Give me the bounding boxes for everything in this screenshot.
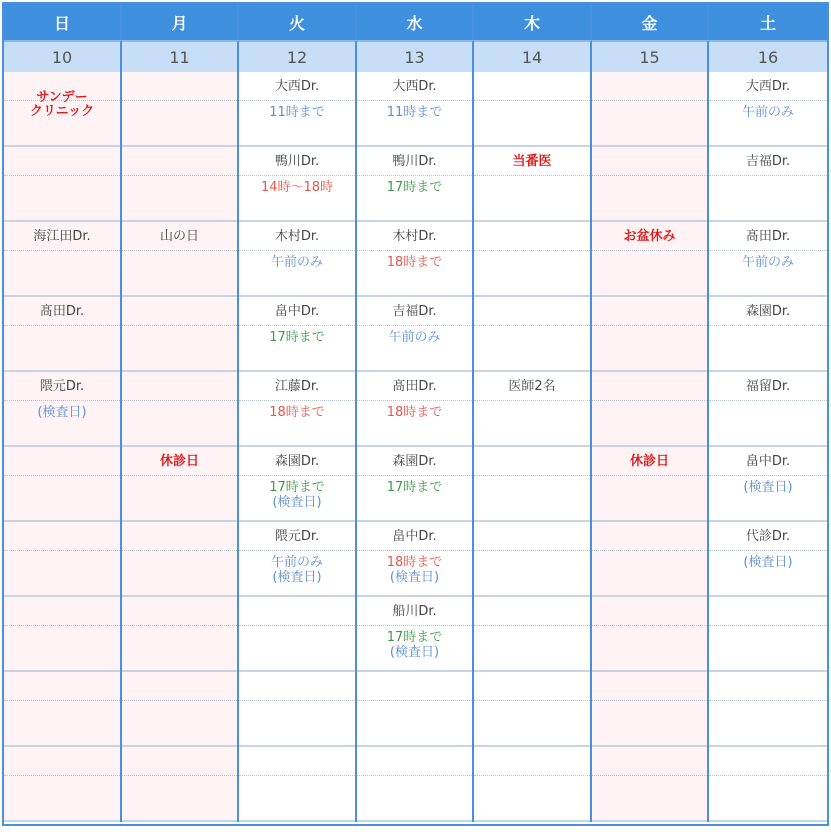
slot-note: [4, 405, 120, 420]
schedule-slot: [357, 597, 472, 672]
slot-content: [239, 522, 355, 585]
status-label: 当番医: [512, 154, 552, 169]
slot-content: [4, 72, 120, 119]
slot-content: [239, 747, 355, 754]
schedule-slot: [709, 222, 827, 297]
schedule-slot: [239, 522, 355, 597]
slot-content: [122, 222, 237, 244]
slot-note: [239, 480, 355, 510]
hours-note: 17時まで: [386, 480, 443, 495]
weekday-thu: 木: [474, 4, 592, 40]
slot-content: [4, 597, 120, 604]
schedule-slot: [709, 522, 827, 597]
schedule-slot: [357, 447, 472, 522]
slot-content: [474, 222, 590, 229]
slot-content: [474, 672, 590, 679]
hours-note: 17時まで: [269, 330, 325, 345]
slot-content: [122, 672, 237, 679]
slot-note: [239, 180, 355, 195]
doctor-name: 髙田Dr.: [392, 379, 437, 394]
slot-note: [357, 630, 472, 660]
schedule-slot: [357, 297, 472, 372]
slot-note: [357, 405, 472, 420]
slot-content: [4, 297, 120, 319]
hours-note: 17時まで: [386, 180, 443, 195]
schedule-slot: [592, 222, 707, 297]
column-fri: [592, 72, 709, 822]
schedule-body: [4, 72, 827, 822]
slot-content: [357, 72, 472, 120]
doctor-name: 海江田Dr.: [33, 229, 91, 244]
schedule-slot: [239, 597, 355, 672]
schedule-slot: [474, 372, 590, 447]
schedule-slot: [474, 447, 590, 522]
hours-note: 18時まで: [386, 405, 443, 420]
slot-content: [592, 447, 707, 469]
date-fri: 15: [592, 40, 709, 72]
slot-note: [357, 480, 472, 495]
doctor-name: 医師2名: [508, 379, 556, 394]
schedule-slot: [4, 222, 120, 297]
column-sun: [4, 72, 122, 822]
slot-content: [239, 447, 355, 510]
doctor-name: 森園Dr.: [745, 304, 791, 319]
date-mon: 11: [122, 40, 239, 72]
hours-note: 18時まで: [269, 405, 325, 420]
slot-content: [592, 222, 707, 244]
schedule-slot: [122, 147, 237, 222]
weekday-sun: 日: [4, 4, 122, 40]
schedule-slot: [474, 147, 590, 222]
doctor-name: 森園Dr.: [392, 454, 437, 469]
schedule-slot: [239, 372, 355, 447]
schedule-slot: [357, 72, 472, 147]
schedule-slot: [474, 672, 590, 747]
slot-content: [592, 147, 707, 154]
slot-content: [709, 147, 827, 169]
schedule-slot: [474, 222, 590, 297]
slot-content: [357, 447, 472, 495]
special-label: サンデー: [36, 90, 88, 105]
schedule-slot: [474, 747, 590, 822]
slot-content: [4, 222, 120, 244]
slot-content: [239, 372, 355, 420]
schedule-slot: [4, 672, 120, 747]
slot-note: [709, 255, 827, 270]
slot-content: [122, 147, 237, 154]
schedule-slot: [122, 747, 237, 822]
status-label: 休診日: [629, 454, 669, 469]
slot-content: [474, 297, 590, 304]
schedule-slot: [4, 72, 120, 147]
hours-note: (検査日): [272, 570, 322, 585]
slot-note: [239, 105, 355, 120]
schedule-slot: [122, 597, 237, 672]
slot-content: [357, 297, 472, 345]
schedule-slot: [709, 447, 827, 522]
slot-content: [357, 372, 472, 420]
schedule-slot: [357, 372, 472, 447]
schedule-slot: [4, 597, 120, 672]
slot-content: [709, 297, 827, 319]
doctor-name: 森園Dr.: [274, 454, 320, 469]
schedule-slot: [709, 147, 827, 222]
schedule-slot: [122, 72, 237, 147]
schedule-slot: [4, 522, 120, 597]
schedule-slot: [239, 222, 355, 297]
slot-note: [357, 555, 472, 585]
slot-content: [709, 72, 827, 120]
doctor-name: 髙田Dr.: [745, 229, 791, 244]
schedule-slot: [592, 372, 707, 447]
column-sat: [709, 72, 827, 822]
slot-content: [709, 597, 827, 604]
doctor-name: 隈元Dr.: [274, 529, 320, 544]
schedule-calendar: [2, 2, 829, 826]
slot-content: [474, 747, 590, 754]
doctor-name: 吉福Dr.: [745, 154, 791, 169]
slot-content: [592, 72, 707, 79]
date-sun: 10: [4, 40, 122, 72]
schedule-slot: [122, 672, 237, 747]
hours-note: 18時まで: [386, 255, 443, 270]
schedule-slot: [122, 297, 237, 372]
schedule-slot: [122, 222, 237, 297]
weekday-fri: 金: [592, 4, 709, 40]
slot-content: [474, 597, 590, 604]
schedule-slot: [4, 147, 120, 222]
hours-note: 11時まで: [269, 105, 325, 120]
slot-content: [357, 147, 472, 195]
slot-content: [709, 447, 827, 495]
slot-content: [4, 747, 120, 754]
hours-note: (検査日): [389, 645, 440, 660]
status-label: お盆休み: [623, 229, 676, 244]
slot-content: [239, 147, 355, 195]
slot-content: [4, 372, 120, 420]
schedule-slot: [122, 372, 237, 447]
slot-content: [709, 747, 827, 754]
hours-note: (検査日): [743, 555, 793, 570]
slot-content: [709, 222, 827, 270]
doctor-name: 代診Dr.: [745, 529, 791, 544]
slot-note: [357, 180, 472, 195]
hours-note: 17時まで: [386, 630, 443, 645]
slot-content: [474, 72, 590, 79]
slot-content: [122, 447, 237, 469]
hours-note: 午前のみ: [741, 255, 794, 270]
slot-content: [4, 672, 120, 679]
schedule-slot: [592, 597, 707, 672]
slot-content: [474, 372, 590, 394]
slot-content: [4, 522, 120, 529]
slot-content: [592, 597, 707, 604]
schedule-slot: [709, 372, 827, 447]
slot-content: [592, 747, 707, 754]
schedule-slot: [592, 147, 707, 222]
date-sat: 16: [709, 40, 827, 72]
doctor-name: 江藤Dr.: [274, 379, 320, 394]
schedule-slot: [592, 522, 707, 597]
schedule-slot: [592, 672, 707, 747]
hours-note: (検査日): [272, 495, 322, 510]
slot-content: [592, 297, 707, 304]
slot-content: [357, 597, 472, 660]
schedule-slot: [239, 297, 355, 372]
doctor-name: 鴨川Dr.: [392, 154, 437, 169]
slot-content: [122, 597, 237, 604]
schedule-slot: [239, 147, 355, 222]
slot-note: [239, 555, 355, 585]
slot-content: [474, 147, 590, 169]
slot-note: [709, 105, 827, 120]
slot-note: [239, 405, 355, 420]
slot-content: [4, 447, 120, 454]
hours-note: 午前のみ: [741, 105, 794, 120]
doctor-name: 船川Dr.: [392, 604, 437, 619]
slot-note: [709, 480, 827, 495]
schedule-slot: [239, 72, 355, 147]
schedule-slot: [357, 222, 472, 297]
schedule-slot: [709, 72, 827, 147]
slot-note: [357, 255, 472, 270]
slot-content: [357, 222, 472, 270]
schedule-slot: [474, 522, 590, 597]
slot-note: [239, 255, 355, 270]
doctor-name: 畠中Dr.: [392, 529, 437, 544]
hours-note: (検査日): [743, 480, 793, 495]
doctor-name: 大西Dr.: [392, 79, 437, 94]
weekday-tue: 火: [239, 4, 357, 40]
schedule-slot: [709, 672, 827, 747]
weekday-mon: 月: [122, 4, 239, 40]
special-label: クリニック: [29, 104, 95, 119]
slot-content: [239, 72, 355, 120]
schedule-slot: [4, 372, 120, 447]
slot-content: [474, 522, 590, 529]
slot-content: [357, 747, 472, 754]
weekday-wed: 水: [357, 4, 474, 40]
status-label: 休診日: [159, 454, 199, 469]
hours-note: (検査日): [389, 570, 440, 585]
hours-note: 午前のみ: [270, 255, 323, 270]
hours-note: 11時まで: [386, 105, 443, 120]
slot-note: [709, 555, 827, 570]
schedule-slot: [122, 447, 237, 522]
doctor-name: 木村Dr.: [392, 229, 437, 244]
date-thu: 14: [474, 40, 592, 72]
schedule-slot: [239, 747, 355, 822]
slot-content: [122, 297, 237, 304]
schedule-slot: [474, 297, 590, 372]
slot-content: [709, 672, 827, 679]
doctor-name: 福留Dr.: [745, 379, 791, 394]
slot-note: [357, 105, 472, 120]
schedule-slot: [239, 672, 355, 747]
schedule-slot: [4, 447, 120, 522]
hours-note: 14時〜18時: [260, 180, 334, 195]
date-tue: 12: [239, 40, 357, 72]
schedule-slot: [122, 522, 237, 597]
column-tue: [239, 72, 357, 822]
slot-content: [357, 672, 472, 679]
doctor-name: 鴨川Dr.: [274, 154, 320, 169]
slot-content: [357, 522, 472, 585]
schedule-slot: [4, 297, 120, 372]
slot-content: [592, 372, 707, 379]
doctor-name: 山の日: [159, 229, 199, 244]
weekday-header-row: [4, 4, 827, 40]
slot-content: [122, 522, 237, 529]
doctor-name: 畠中Dr.: [274, 304, 320, 319]
slot-content: [474, 447, 590, 454]
schedule-slot: [474, 597, 590, 672]
schedule-slot: [239, 447, 355, 522]
slot-note: [357, 330, 472, 345]
doctor-name: 大西Dr.: [274, 79, 320, 94]
hours-note: 17時まで: [269, 480, 325, 495]
slot-content: [122, 72, 237, 79]
slot-note: [239, 330, 355, 345]
hours-note: 18時まで: [386, 555, 443, 570]
schedule-slot: [357, 672, 472, 747]
hours-note: 午前のみ: [270, 555, 323, 570]
schedule-slot: [592, 297, 707, 372]
slot-content: [239, 672, 355, 679]
schedule-slot: [709, 597, 827, 672]
hours-note: 午前のみ: [388, 330, 441, 345]
column-wed: [357, 72, 474, 822]
date-wed: 13: [357, 40, 474, 72]
doctor-name: 木村Dr.: [274, 229, 320, 244]
schedule-slot: [592, 72, 707, 147]
schedule-slot: [709, 297, 827, 372]
doctor-name: 髙田Dr.: [39, 304, 85, 319]
slot-content: [239, 297, 355, 345]
slot-content: [239, 222, 355, 270]
hours-note: (検査日): [37, 405, 87, 420]
schedule-slot: [592, 747, 707, 822]
slot-content: [4, 147, 120, 154]
doctor-name: 大西Dr.: [745, 79, 791, 94]
column-mon: [122, 72, 239, 822]
doctor-name: 隈元Dr.: [39, 379, 85, 394]
doctor-name: 畠中Dr.: [745, 454, 791, 469]
slot-content: [592, 672, 707, 679]
schedule-slot: [4, 747, 120, 822]
slot-content: [122, 372, 237, 379]
slot-content: [239, 597, 355, 604]
slot-content: [709, 372, 827, 394]
column-thu: [474, 72, 592, 822]
slot-content: [122, 747, 237, 754]
schedule-slot: [357, 147, 472, 222]
slot-content: [592, 522, 707, 529]
schedule-slot: [474, 72, 590, 147]
schedule-slot: [709, 747, 827, 822]
schedule-slot: [592, 447, 707, 522]
slot-content: [709, 522, 827, 570]
schedule-slot: [357, 747, 472, 822]
date-row: [4, 40, 827, 72]
weekday-sat: 土: [709, 4, 827, 40]
doctor-name: 吉福Dr.: [392, 304, 437, 319]
schedule-slot: [357, 522, 472, 597]
